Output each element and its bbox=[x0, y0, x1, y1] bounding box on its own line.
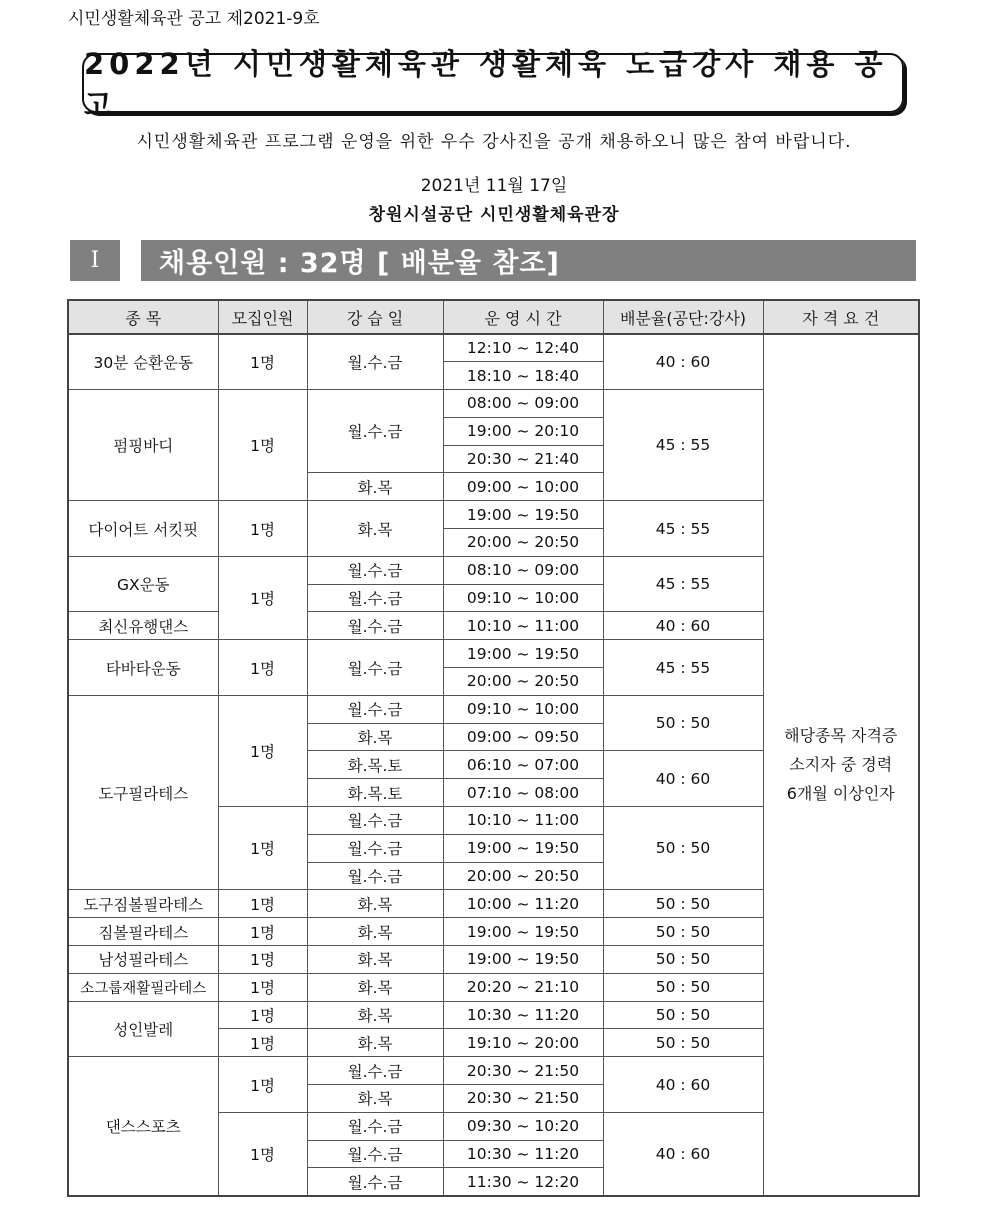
ratio-cell: 45 : 55 bbox=[603, 640, 763, 696]
count-cell: 1명 bbox=[218, 390, 307, 501]
time-cell: 19:00 ~ 19:50 bbox=[443, 946, 603, 974]
count-cell: 1명 bbox=[218, 501, 307, 557]
ratio-cell: 40 : 60 bbox=[603, 1057, 763, 1113]
ratio-cell: 50 : 50 bbox=[603, 946, 763, 974]
ratio-cell: 50 : 50 bbox=[603, 1001, 763, 1029]
event-cell: 남성필라테스 bbox=[68, 946, 218, 974]
days-cell: 월.수.금 bbox=[307, 1057, 443, 1085]
event-cell: 성인발레 bbox=[68, 1001, 218, 1057]
count-cell: 1명 bbox=[218, 890, 307, 918]
ratio-cell: 45 : 55 bbox=[603, 501, 763, 557]
count-cell: 1명 bbox=[218, 334, 307, 390]
time-cell: 20:00 ~ 20:50 bbox=[443, 668, 603, 696]
time-cell: 10:10 ~ 11:00 bbox=[443, 612, 603, 640]
page-title: 2022년 시민생활체육관 생활체육 도급강사 채용 공고 bbox=[84, 47, 888, 122]
ratio-cell: 50 : 50 bbox=[603, 695, 763, 751]
days-cell: 화.목 bbox=[307, 1085, 443, 1113]
event-cell: 소그룹재활필라테스 bbox=[68, 973, 218, 1001]
time-cell: 09:00 ~ 09:50 bbox=[443, 723, 603, 751]
event-cell: 댄스스포츠 bbox=[68, 1057, 218, 1196]
ratio-cell: 50 : 50 bbox=[603, 1029, 763, 1057]
days-cell: 월.수.금 bbox=[307, 334, 443, 390]
ratio-cell: 50 : 50 bbox=[603, 890, 763, 918]
event-cell: 최신유행댄스 bbox=[68, 612, 218, 640]
time-cell: 20:00 ~ 20:50 bbox=[443, 529, 603, 557]
event-cell: 30분 순환운동 bbox=[68, 334, 218, 390]
intro-text: 시민생활체육관 프로그램 운영을 위한 우수 강사진을 공개 채용하오니 많은 참여 바랍니다. bbox=[136, 132, 852, 152]
count-cell: 1명 bbox=[218, 640, 307, 696]
days-cell: 화.목 bbox=[307, 946, 443, 974]
table-header-row bbox=[68, 300, 919, 334]
event-cell: 짐볼필라테스 bbox=[68, 918, 218, 946]
time-cell: 10:30 ~ 11:20 bbox=[443, 1140, 603, 1168]
count-cell: 1명 bbox=[218, 918, 307, 946]
time-cell: 19:10 ~ 20:00 bbox=[443, 1029, 603, 1057]
days-cell: 화.목 bbox=[307, 473, 443, 501]
count-cell: 1명 bbox=[218, 1057, 307, 1113]
time-cell: 20:30 ~ 21:50 bbox=[443, 1085, 603, 1113]
ratio-cell: 40 : 60 bbox=[603, 334, 763, 390]
time-cell: 08:00 ~ 09:00 bbox=[443, 390, 603, 418]
notice-date: 2021년 11월 17일 bbox=[420, 176, 568, 196]
header-event: 종 목 bbox=[68, 300, 218, 334]
count-cell: 1명 bbox=[218, 556, 307, 639]
days-cell: 월.수.금 bbox=[307, 1112, 443, 1140]
issuer: 창원시설공단 시민생활체육관장 bbox=[368, 205, 620, 225]
days-cell: 월.수.금 bbox=[307, 807, 443, 835]
header-count: 모집인원 bbox=[218, 300, 307, 334]
ratio-cell: 50 : 50 bbox=[603, 973, 763, 1001]
qualification-line: 6개월 이상인자 bbox=[786, 784, 895, 804]
qualification-line: 소지자 중 경력 bbox=[789, 755, 893, 775]
recruitment-table bbox=[67, 299, 920, 1197]
days-cell: 화.목 bbox=[307, 973, 443, 1001]
ratio-cell: 50 : 50 bbox=[603, 807, 763, 890]
days-cell: 월.수.금 bbox=[307, 584, 443, 612]
header-time: 운 영 시 간 bbox=[443, 300, 603, 334]
time-cell: 19:00 ~ 19:50 bbox=[443, 918, 603, 946]
time-cell: 20:20 ~ 21:10 bbox=[443, 973, 603, 1001]
time-cell: 19:00 ~ 19:50 bbox=[443, 834, 603, 862]
title-box bbox=[82, 47, 904, 122]
days-cell: 월.수.금 bbox=[307, 1168, 443, 1196]
time-cell: 09:00 ~ 10:00 bbox=[443, 473, 603, 501]
days-cell: 화.목 bbox=[307, 1029, 443, 1057]
header-days: 강 습 일 bbox=[307, 300, 443, 334]
count-cell: 1명 bbox=[218, 807, 307, 890]
header-ratio: 배분율(공단:강사) bbox=[603, 300, 763, 334]
ratio-cell: 40 : 60 bbox=[603, 751, 763, 807]
time-cell: 18:10 ~ 18:40 bbox=[443, 362, 603, 390]
days-cell: 월.수.금 bbox=[307, 640, 443, 696]
event-cell: 다이어트 서킷핏 bbox=[68, 501, 218, 557]
time-cell: 10:10 ~ 11:00 bbox=[443, 807, 603, 835]
time-cell: 07:10 ~ 08:00 bbox=[443, 779, 603, 807]
days-cell: 월.수.금 bbox=[307, 834, 443, 862]
days-cell: 화.목 bbox=[307, 890, 443, 918]
days-cell: 화.목 bbox=[307, 723, 443, 751]
time-cell: 10:00 ~ 11:20 bbox=[443, 890, 603, 918]
time-cell: 06:10 ~ 07:00 bbox=[443, 751, 603, 779]
table-row bbox=[68, 334, 919, 362]
time-cell: 19:00 ~ 19:50 bbox=[443, 501, 603, 529]
days-cell: 월.수.금 bbox=[307, 695, 443, 723]
event-cell: GX운동 bbox=[68, 556, 218, 612]
time-cell: 20:30 ~ 21:50 bbox=[443, 1057, 603, 1085]
section-number: Ⅰ bbox=[70, 240, 120, 281]
time-cell: 12:10 ~ 12:40 bbox=[443, 334, 603, 362]
ratio-cell: 45 : 55 bbox=[603, 390, 763, 501]
qualification-cell bbox=[763, 334, 919, 1196]
days-cell: 화.목.토 bbox=[307, 751, 443, 779]
count-cell: 1명 bbox=[218, 1029, 307, 1057]
time-cell: 11:30 ~ 12:20 bbox=[443, 1168, 603, 1196]
event-cell: 도구필라테스 bbox=[68, 695, 218, 890]
header-qualification: 자 격 요 건 bbox=[763, 300, 919, 334]
count-cell: 1명 bbox=[218, 973, 307, 1001]
count-cell: 1명 bbox=[218, 1001, 307, 1029]
days-cell: 화.목.토 bbox=[307, 779, 443, 807]
event-cell: 도구짐볼필라테스 bbox=[68, 890, 218, 918]
event-cell: 펌핑바디 bbox=[68, 390, 218, 501]
days-cell: 화.목 bbox=[307, 501, 443, 557]
count-cell: 1명 bbox=[218, 695, 307, 806]
days-cell: 월.수.금 bbox=[307, 612, 443, 640]
days-cell: 월.수.금 bbox=[307, 556, 443, 584]
time-cell: 19:00 ~ 20:10 bbox=[443, 417, 603, 445]
section-title: 채용인원 : 32명 [ 배분율 참조] bbox=[141, 240, 916, 281]
days-cell: 월.수.금 bbox=[307, 862, 443, 890]
ratio-cell: 45 : 55 bbox=[603, 556, 763, 612]
time-cell: 09:10 ~ 10:00 bbox=[443, 695, 603, 723]
time-cell: 08:10 ~ 09:00 bbox=[443, 556, 603, 584]
days-cell: 월.수.금 bbox=[307, 1140, 443, 1168]
days-cell: 월.수.금 bbox=[307, 390, 443, 473]
ratio-cell: 40 : 60 bbox=[603, 1112, 763, 1195]
notice-number: 시민생활체육관 공고 제2021-9호 bbox=[68, 9, 320, 29]
qualification-line: 해당종목 자격증 bbox=[784, 726, 898, 746]
days-cell: 화.목 bbox=[307, 1001, 443, 1029]
ratio-cell: 50 : 50 bbox=[603, 918, 763, 946]
days-cell: 화.목 bbox=[307, 918, 443, 946]
count-cell: 1명 bbox=[218, 1112, 307, 1195]
time-cell: 09:30 ~ 10:20 bbox=[443, 1112, 603, 1140]
time-cell: 09:10 ~ 10:00 bbox=[443, 584, 603, 612]
time-cell: 10:30 ~ 11:20 bbox=[443, 1001, 603, 1029]
ratio-cell: 40 : 60 bbox=[603, 612, 763, 640]
time-cell: 19:00 ~ 19:50 bbox=[443, 640, 603, 668]
time-cell: 20:30 ~ 21:40 bbox=[443, 445, 603, 473]
count-cell: 1명 bbox=[218, 946, 307, 974]
event-cell: 타바타운동 bbox=[68, 640, 218, 696]
time-cell: 20:00 ~ 20:50 bbox=[443, 862, 603, 890]
